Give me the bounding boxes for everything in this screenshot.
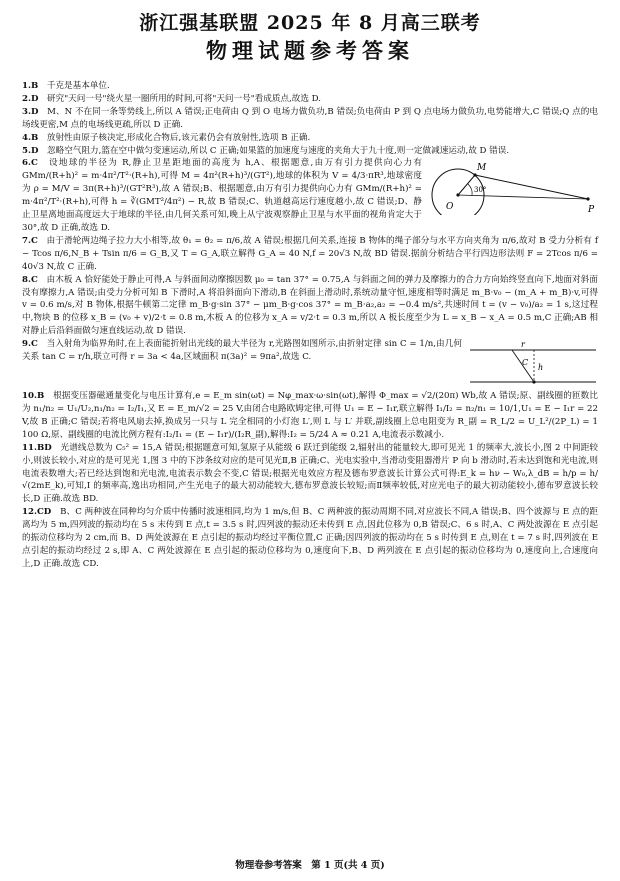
answer-item bbox=[22, 390, 598, 442]
answer-item bbox=[22, 442, 598, 507]
answer-number: 11.BD bbox=[22, 442, 52, 453]
answer-text: 当入射角为临界角时,在上表面能折射出光线的最大半径为 r,光路图如图所示,由折射定律 sin C = 1/n,由几何关系 tan C = r/h,联立可得 r = 3a < 4a,区域面积 π(3a)² = 9πa²,故选 C. bbox=[22, 339, 462, 363]
answer-number: 9.C bbox=[22, 339, 38, 350]
answer-text: M、N 不在同一条等势线上,所以 A 错误;正电荷由 Q 到 O 电场力做负功,B 错误;负电荷由 P 到 Q 点电场力做负功,电势能增大,C 错误;Q 点的电场线更密,M 点的电场线更疏,所以 D 正确. bbox=[22, 106, 598, 130]
refraction-figure bbox=[468, 338, 598, 388]
answer-item bbox=[22, 338, 598, 373]
answer-item bbox=[22, 145, 598, 158]
answer-item bbox=[22, 132, 598, 145]
answer-item bbox=[22, 106, 598, 132]
answer-list bbox=[22, 80, 598, 571]
answer-key-title: 物理试题参考答案 bbox=[206, 38, 414, 63]
answer-number: 6.C bbox=[22, 158, 38, 169]
answer-number: 8.C bbox=[22, 274, 38, 285]
answer-item bbox=[22, 157, 598, 234]
satellite-orbit-figure bbox=[428, 157, 598, 215]
answer-number: 7.C bbox=[22, 235, 38, 246]
radius-label: r bbox=[521, 340, 525, 350]
answer-text: B、C 两种波在同种均匀介质中传播时波速相同,均为 1 m/s,但 B、C 两种波的振动周期不同,对应波长不同,A 错误;B、四个波源与 E 点的距离均为 5 m,四列波的振动均在 5 s 末传到 E 点,t = 3.5 s 时,四列波的振动还未传到 E 点,因此位移为 0,B 错误;C、6 s 时,A、C 两处波源在 E 点引起的振动位移均为 2 cm,而 B、D 两处波源在 E 点引起的振动均经过平衡位置,C 正确;因四列波的振动均在 5 s 时传到 E 点,则在 t = 7 s 时,四列波在 E 点引起的振动均经过 2 s,即 A、C 两处波源在 E 点引起的振动位移均为 0,速度向下,B、D 两列波在 E 点引起的振动位移均为 0,速度向上,合速度向上,D 正确.故选 CD. bbox=[22, 507, 598, 569]
answer-number: 10.B bbox=[22, 391, 45, 402]
answer-text: 研究"天问一号"绕火星一圈所用的时间,可将"天问一号"看成质点,故选 D. bbox=[47, 93, 321, 104]
answer-number: 1.B bbox=[22, 81, 39, 91]
angle-label: 30° bbox=[474, 186, 487, 195]
point-p-label: P bbox=[588, 205, 595, 216]
point-m-label: M bbox=[477, 163, 487, 174]
answer-number: 12.CD bbox=[22, 507, 52, 518]
answer-text: 由于滑轮两边绳子拉力大小相等,故 θ₁ = θ₂ = π/6,故 A 错误;根据几何关系,连接 B 物体的绳子部分与水平方向夹角为 π/6,故对 B 受力分析有 f − Tcos π/6,N_B + Tsin π/6 = G_B,又 T = G_A,联立解得 G_A = 40 N,f = 20√3 N,故 BD 错误.据前分析结合平行四边形法则 F = 2Tcos π/6 = 40√3 N,故 C 正确. bbox=[22, 235, 598, 272]
answer-item bbox=[22, 80, 598, 93]
answer-text: 放射性由原子核决定,形成化合物后,该元素仍会有放射性,选项 B 正确. bbox=[46, 132, 311, 143]
answer-item bbox=[22, 235, 598, 274]
point-o-label: O bbox=[446, 202, 454, 213]
answer-item bbox=[22, 93, 598, 106]
critical-angle-label: C bbox=[522, 358, 529, 368]
answer-number: 4.B bbox=[22, 132, 39, 143]
answer-text: 由木板 A 恰好能处于静止可得,A 与斜面间动摩擦因数 μ₀ = tan 37° = 0.75,A 与斜面之间的弹力及摩擦力的合力方向始终竖直向下,地面对斜面没有摩擦力,A 错误;由受力分析可知 B 下滑时,A 将沿斜面向下滑动,B 在斜面上滑动时,系统动量守恒,速度相等时满足 m_B·v₀ − (m_A + m_B)·v,可得 v = 0.6 m/s,对 B 物体,根据牛顿第二定律 m_B·g·sin 37° − μm_B·g·cos 37° = m_B·a₂,a₂ = −0.4 m/s²,共速时间 t = (v − v₀)/a₂ = 1 s,这过程中,物块 B 的位移 x_B = (v₀ + v)/2·t = 0.8 m,木板 A 的位移为 x_A = v/2·t = 0.3 m,所以 A 板长度至少为 L = x_B − x_A = 0.5 m,C 正确;AB 相对静止后沿斜面做匀速直线运动,故 D 错误. bbox=[22, 274, 598, 337]
answer-number: 3.D bbox=[22, 106, 39, 117]
page-footer: 物理卷参考答案 第 1 页(共 4 页) bbox=[235, 860, 385, 871]
answer-text: 光谱线总数为 C₅² = 15,A 错误;根据题意可知,氢原子从能级 6 跃迁到能级 2,辐射出的能量较大,即可见光 1 的频率大,波长小,图 2 中间距较小,则波长较小,对应的是可见光 1,图 3 中的下涉条纹对应的是可见光Ⅱ,B 正确;C、光电实验中,当滑动变阻器滑片 P 向 b 滑动时,若未达到饱和光电流,则电流表数增大;若已经达到饱和光电流,电流表示数会不变,C 错误;根据光电效应方程及德布罗意波长计算公式可得:E_k = hν − W₀,λ_dB = h/p = h/√(2mE_k),可知,Ⅰ 的频率高,逸出功相同,产生光电子的最大初动能较大,德布罗意波长较短;而Ⅱ频率较低,对应光电子的最大初动能较小,德布罗意波长较长,D 正确.故选 BD. bbox=[22, 442, 598, 505]
answer-number: 5.D bbox=[22, 145, 39, 156]
depth-label: h bbox=[538, 363, 544, 373]
answer-text: 忽略空气阻力,篮在空中做匀变速运动,所以 C 正确;如果篮的加速度与速度的夹角大于九十度,则一定做减速运动,故 D 错误. bbox=[47, 145, 510, 156]
answer-item bbox=[22, 274, 598, 339]
answer-text: 设地球的半径为 R,静止卫星距地面的高度为 h,A、根据题意,由万有引力提供向心力有 GMm/(R+h)² = m·4π²/T²·(R+h),可得 M = 4π²(R+h)³/(GT²),地球的体积为 V = 4/3·πR³,地球密度为 ρ = M/V = 3π(R+h)³/(GT²R³),故 A 错误;B、根据题意,由万有引力提供向心力有 GMm/(R+h)² = m·4π²/T²·(R+h),可得 h = ∛(GMT²/4π²) − R,故 B 错误;C、轨道越高运行速度越小,故 C 错误;D、静止卫星离地面高度远大于地球的半径,由几何关系可知,晚上从宁波观察静止卫星与水平面的视角肯定大于 30°,故 D 正确,故选 D. bbox=[22, 158, 422, 233]
answer-text: 根据变压器磁通量变化与电压计算有,e = E_m sin(ωt) = Nφ_max·ω·sin(ωt),解得 Φ_max = √2/(20π) Wb,故 A 错误;原、副线圈的匝数比为 n₁/n₂ = U₁/U₂,n₁/n₂ = I₂/I₁,又 E = E_m/√2 = 25 V,由闭合电路欧姆定律,可得 U₁ = E − I₁r,联立解得 I₁/I₂ = n₂/n₁ = 10/1,U₁ = E − I₁r = 22 V,故 B 正确;C 错误;若将电风扇去掉,换成另一只与 L 完全相同的小灯泡 L′,则 L 与 L′ 并联,副线圈上总电阻变为 R_副 = R_L/2 = U_L²/(2P_L) = 1 100 Ω,原、副线圈的电流比例方程有:I₂/I₁ = (E − I₁r)/(I₂R_副),解得:I₂ = 5/24 A ≈ 0.21 A,电流表示数减小. bbox=[22, 391, 598, 440]
answer-number: 2.D bbox=[22, 93, 39, 104]
answer-text: 千克是基本单位. bbox=[46, 81, 110, 91]
answer-item bbox=[22, 506, 598, 571]
exam-title: 浙江强基联盟 2025 年 8 月高三联考 bbox=[139, 12, 481, 34]
